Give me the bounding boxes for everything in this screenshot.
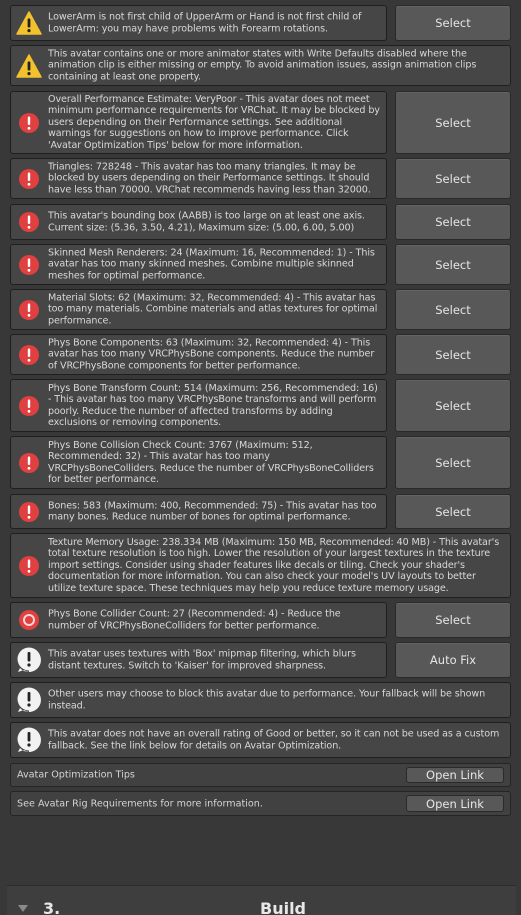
error-icon	[16, 450, 42, 476]
validation-message-box	[10, 5, 387, 41]
validation-message-text: This avatar's bounding box (AABB) is too large on at least one axis. Current size: (5.36, 3.50, 4.21), Maximum size: (5.00, 6.00, 5.00)	[48, 210, 365, 233]
select-button[interactable]: Select	[395, 379, 511, 432]
validation-message-row	[10, 379, 511, 432]
validation-message-box	[10, 436, 387, 489]
validation-message-box	[10, 642, 387, 678]
open-link-optimization-tips-button[interactable]: Open Link	[406, 767, 504, 783]
validation-message-row	[10, 682, 511, 718]
error-icon	[16, 342, 42, 368]
select-button[interactable]: Select	[395, 5, 511, 41]
validation-message-text: Material Slots: 62 (Maximum: 32, Recommended: 4) - This avatar has too many materials. Combine materials and atlas textures for optimal performance.	[48, 292, 378, 327]
select-button[interactable]: Select	[395, 91, 511, 154]
validation-message-box	[10, 289, 387, 330]
validation-message-box	[10, 204, 387, 240]
avatar-optimization-tips-label: Avatar Optimization Tips	[17, 769, 135, 781]
collapse-triangle-icon[interactable]	[18, 905, 28, 912]
build-section-header[interactable]	[7, 885, 516, 915]
select-button[interactable]: Select	[395, 494, 511, 529]
open-link-rig-requirements-button[interactable]: Open Link	[406, 795, 504, 812]
validation-message-text: Skinned Mesh Renderers: 24 (Maximum: 16, Recommended: 1) - This avatar has too many skinned meshes. Combine multiple skinned meshes for optimal performance.	[48, 247, 375, 282]
error-icon	[16, 252, 42, 278]
validation-message-text: Bones: 583 (Maximum: 400, Recommended: 75) - This avatar has too many bones. Reduce number of bones for optimal performance.	[48, 499, 377, 523]
validation-message-text: Other users may choose to block this avatar due to performance. Your fallback will be shown instead.	[48, 688, 486, 711]
avatar-rig-requirements-label: See Avatar Rig Requirements for more information.	[17, 798, 263, 809]
section-number: 3.	[43, 899, 61, 915]
validation-message-row	[10, 289, 511, 330]
validation-message-text: LowerArm is not first child of UpperArm or Hand is not first child of LowerArm: you may have problems with Forearm rotations.	[48, 11, 362, 34]
validation-message-text: Phys Bone Collision Check Count: 3767 (Maximum: 512, Recommended: 32) - This avatar has too many VRCPhysBoneColliders. Reduce the number of VRCPhysBoneColliders for better performance.	[48, 439, 374, 486]
validation-message-text: Phys Bone Components: 63 (Maximum: 32, Recommended: 4) - This avatar has too many VRCPhysBone components. Reduce the number of VRCPhysBone components for better performance.	[48, 337, 375, 372]
error-icon	[16, 393, 42, 419]
error-icon	[16, 110, 42, 136]
info-icon	[15, 646, 43, 674]
validation-message-box	[10, 682, 511, 718]
select-button[interactable]: Select	[395, 602, 511, 638]
validation-message-row	[10, 45, 511, 86]
select-button[interactable]: Select	[395, 289, 511, 330]
avatar-optimization-tips-row	[10, 763, 511, 787]
info-icon	[15, 686, 43, 714]
validation-message-box	[10, 158, 387, 199]
info-icon	[15, 726, 43, 754]
section-title: Build	[260, 899, 307, 915]
validation-message-box	[10, 602, 387, 638]
select-button[interactable]: Select	[395, 436, 511, 489]
validation-message-row	[10, 436, 511, 489]
validation-message-row	[10, 91, 511, 154]
record-icon	[16, 607, 42, 633]
error-icon	[16, 209, 42, 235]
select-button[interactable]: Select	[395, 158, 511, 199]
validation-message-text: Phys Bone Transform Count: 514 (Maximum: 256, Recommended: 16) - This avatar has too many VRCPhysBone transforms and will perform poorly. Reduce the number of affected transforms by adding exclusions or removing components.	[48, 382, 378, 429]
select-button[interactable]: Select	[395, 204, 511, 240]
validation-message-row	[10, 494, 511, 529]
validation-message-box	[10, 494, 387, 529]
validation-message-row	[10, 722, 511, 758]
validation-message-row	[10, 533, 511, 598]
select-button[interactable]: Select	[395, 244, 511, 285]
validation-message-box	[10, 334, 387, 375]
validation-message-row	[10, 5, 511, 41]
error-icon	[16, 166, 42, 192]
error-icon	[16, 297, 42, 323]
validation-message-row	[10, 602, 511, 638]
validation-message-text: This avatar does not have an overall rating of Good or better, so it can not be used as a custom fallback. See the link below for details on Avatar Optimization.	[48, 728, 500, 751]
auto-fix-button[interactable]: Auto Fix	[395, 642, 511, 678]
select-button[interactable]: Select	[395, 334, 511, 375]
validation-message-row	[10, 158, 511, 199]
validation-message-text: Overall Performance Estimate: VeryPoor - This avatar does not meet minimum performance requirements for VRChat. It may be blocked by users depending on their Performance settings. See additional warnings for suggestions on how to improve performance. Click 'Avatar Optimization Tips' below for more information.	[48, 93, 380, 151]
validation-message-text: This avatar contains one or more animator states with Write Defaults disabled where the animation clip is either missing or empty. To avoid animation issues, assign animation clips containing at least one property.	[48, 48, 477, 83]
warning-icon	[16, 53, 42, 79]
validation-message-row	[10, 642, 511, 678]
error-icon	[16, 499, 42, 525]
validation-message-row	[10, 244, 511, 285]
validation-message-row	[10, 204, 511, 240]
validation-message-box	[10, 244, 387, 285]
validation-message-row	[10, 334, 511, 375]
validation-message-text: Phys Bone Collider Count: 27 (Recommended: 4) - Reduce the number of VRCPhysBoneColliders for better performance.	[48, 608, 341, 631]
warning-icon	[16, 10, 42, 36]
validation-message-box	[10, 533, 511, 598]
avatar-rig-requirements-row	[10, 791, 511, 816]
validation-message-box	[10, 45, 511, 86]
validation-message-box	[10, 722, 511, 758]
validation-message-box	[10, 379, 387, 432]
validation-message-text: This avatar uses textures with 'Box' mipmap filtering, which blurs distant textures. Switch to 'Kaiser' for improved sharpness.	[48, 648, 356, 671]
validation-message-text: Triangles: 728248 - This avatar has too many triangles. It may be blocked by users depending on their Performance settings. It should have less than 70000. VRChat recommends having less than 32000.	[48, 161, 371, 196]
validation-message-text: Texture Memory Usage: 238.334 MB (Maximum: 150 MB, Recommended: 40 MB) - This avatar's total texture resolution is too high. Lower the resolution of your largest textures in the texture import settings. Consider using shader features like decals or tiling. Check your shader's documentation for more information. You can also check your model's UV layouts to better utilize texture space. These techniques may help you reduce texture memory usage.	[48, 536, 500, 594]
error-icon	[16, 553, 42, 579]
validation-message-box	[10, 91, 387, 154]
